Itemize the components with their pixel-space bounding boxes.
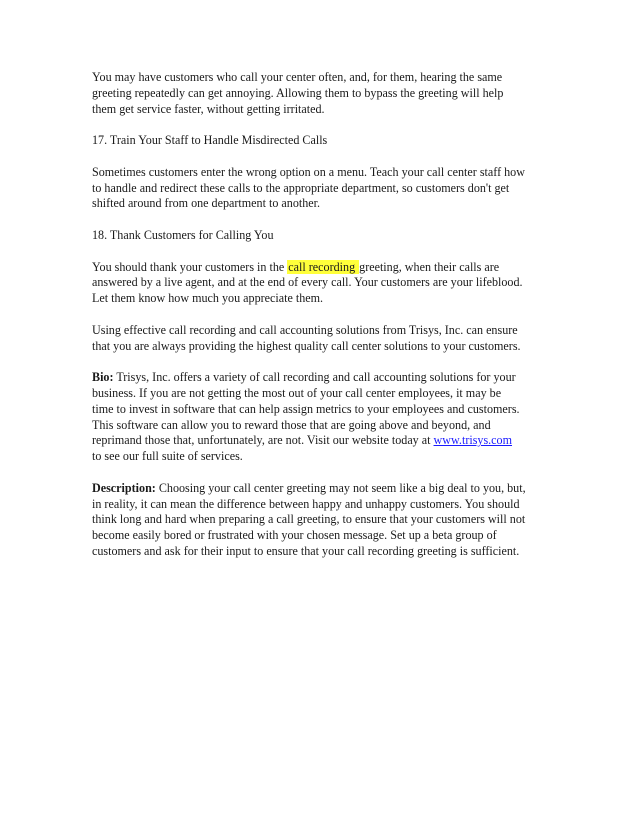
section-heading: 17. Train Your Staff to Handle Misdirected Calls [92, 133, 328, 148]
text-line: Sometimes customers enter the wrong option on a menu. Teach your call center staff how [92, 164, 525, 179]
text-line: customers and ask for their input to ensure that your call recording greeting is sufficient. [92, 543, 520, 558]
text-line: answered by a live agent, and at the end of every call. Your customers are your lifeblood. [92, 275, 523, 290]
paragraph-description [92, 481, 554, 560]
heading-train-staff [92, 133, 554, 149]
text-line: to handle and redirect these calls to the appropriate department, so customers don't get [92, 180, 510, 195]
text-line: time to invest in software that can help assign metrics to your employees and customers. [92, 401, 520, 416]
highlighted-keyword: call recording [288, 259, 359, 274]
section-heading: 18. Thank Customers for Calling You [92, 227, 274, 242]
text-segment: greeting, when their calls are [359, 259, 500, 274]
paragraph-misdirected-calls [92, 165, 554, 212]
text-segment: Choosing your call center greeting may not seem like a big deal to you, but, [155, 480, 526, 495]
text-line: This software can allow you to reward those that are going above and beyond, and [92, 417, 491, 432]
paragraph-bio [92, 370, 554, 465]
text-segment: You should thank your customers in the [92, 259, 288, 274]
text-line: become easily bored or frustrated with your chosen message. Set up a beta group of [92, 528, 497, 543]
text-segment: Trisys, Inc. offers a variety of call recording and call accounting solutions for your [113, 370, 516, 385]
text-line: shifted around from one department to another. [92, 196, 321, 211]
text-line: greeting repeatedly can get annoying. Allowing them to bypass the greeting will help [92, 85, 504, 100]
paragraph-bypass-greeting [92, 70, 554, 117]
text-line: them get service faster, without getting irritated. [92, 101, 325, 116]
document-page [92, 70, 554, 576]
paragraph-solutions [92, 323, 554, 355]
heading-thank-customers [92, 228, 554, 244]
text-line: that you are always providing the highest quality call center solutions to your customers. [92, 338, 521, 353]
text-line: think long and hard when preparing a call greeting, to ensure that your customers will not [92, 512, 526, 527]
text-segment: reprimand those that, unfortunately, are not. Visit our website today at [92, 433, 434, 448]
paragraph-thank-customers [92, 260, 554, 307]
text-line: in reality, it can mean the difference between happy and unhappy customers. You should [92, 496, 520, 511]
description-label: Description: [92, 480, 156, 495]
bio-label: Bio: [92, 370, 114, 385]
text-line [92, 370, 554, 386]
text-line: business. If you are not getting the most out of your call center employees, it may be [92, 385, 502, 400]
text-line: You may have customers who call your center often, and, for them, hearing the same [92, 70, 503, 84]
text-line: Let them know how much you appreciate them. [92, 291, 324, 306]
text-line: to see our full suite of services. [92, 449, 243, 464]
text-line [92, 481, 554, 497]
website-link[interactable]: www.trisys.com [433, 433, 513, 448]
text-line: Using effective call recording and call accounting solutions from Trisys, Inc. can ensure [92, 322, 518, 337]
text-line [92, 260, 554, 276]
text-line [92, 433, 554, 449]
